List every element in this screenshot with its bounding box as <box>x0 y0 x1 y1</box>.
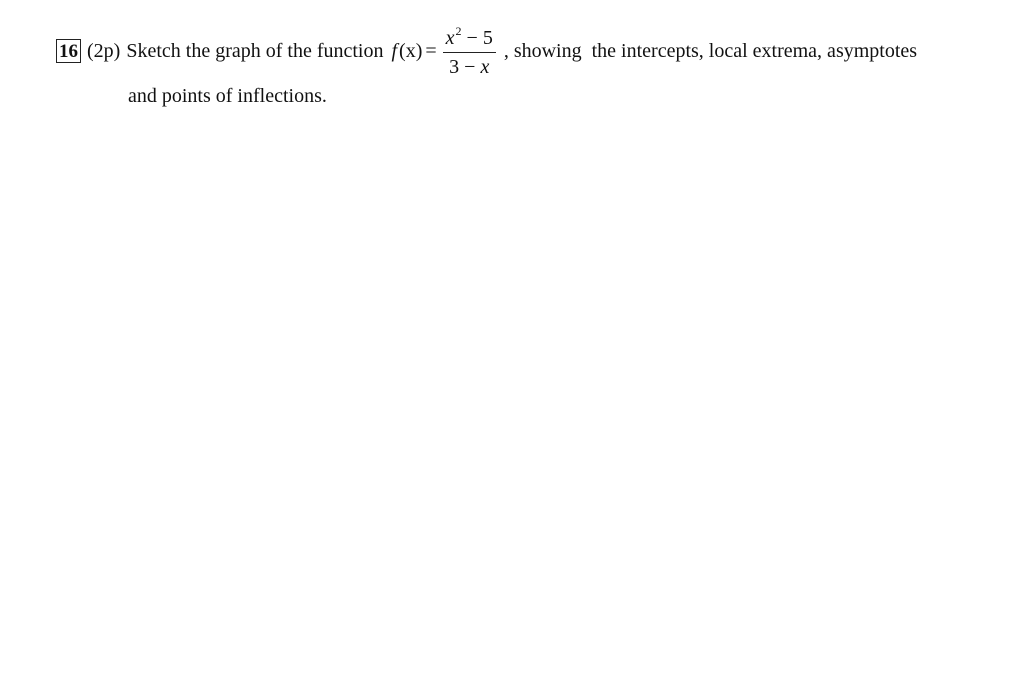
equals-sign: = <box>425 40 437 63</box>
problem-prompt: Sketch the graph of the function <box>126 40 384 63</box>
problem-line-2: and points of inflections. <box>128 85 327 108</box>
fraction <box>443 25 496 79</box>
fraction-numerator <box>443 25 496 52</box>
denominator-variable: x <box>480 56 490 79</box>
numerator-variable: x <box>445 27 455 49</box>
problem-number: 16 <box>56 39 81 63</box>
denominator-constant: 3 − <box>449 56 481 79</box>
numerator-exponent: 2 <box>455 24 462 38</box>
function-arg: (x) <box>399 40 423 63</box>
problem-16 <box>56 24 1016 106</box>
numerator-rest: − 5 <box>461 27 493 49</box>
problem-points: (2p) <box>87 40 121 63</box>
fraction-denominator <box>446 53 492 79</box>
function-name: f <box>391 40 398 63</box>
problem-line-1-rest: , showing the intercepts, local extrema, asymptotes <box>503 40 918 63</box>
problem-line-1 <box>56 24 1016 78</box>
